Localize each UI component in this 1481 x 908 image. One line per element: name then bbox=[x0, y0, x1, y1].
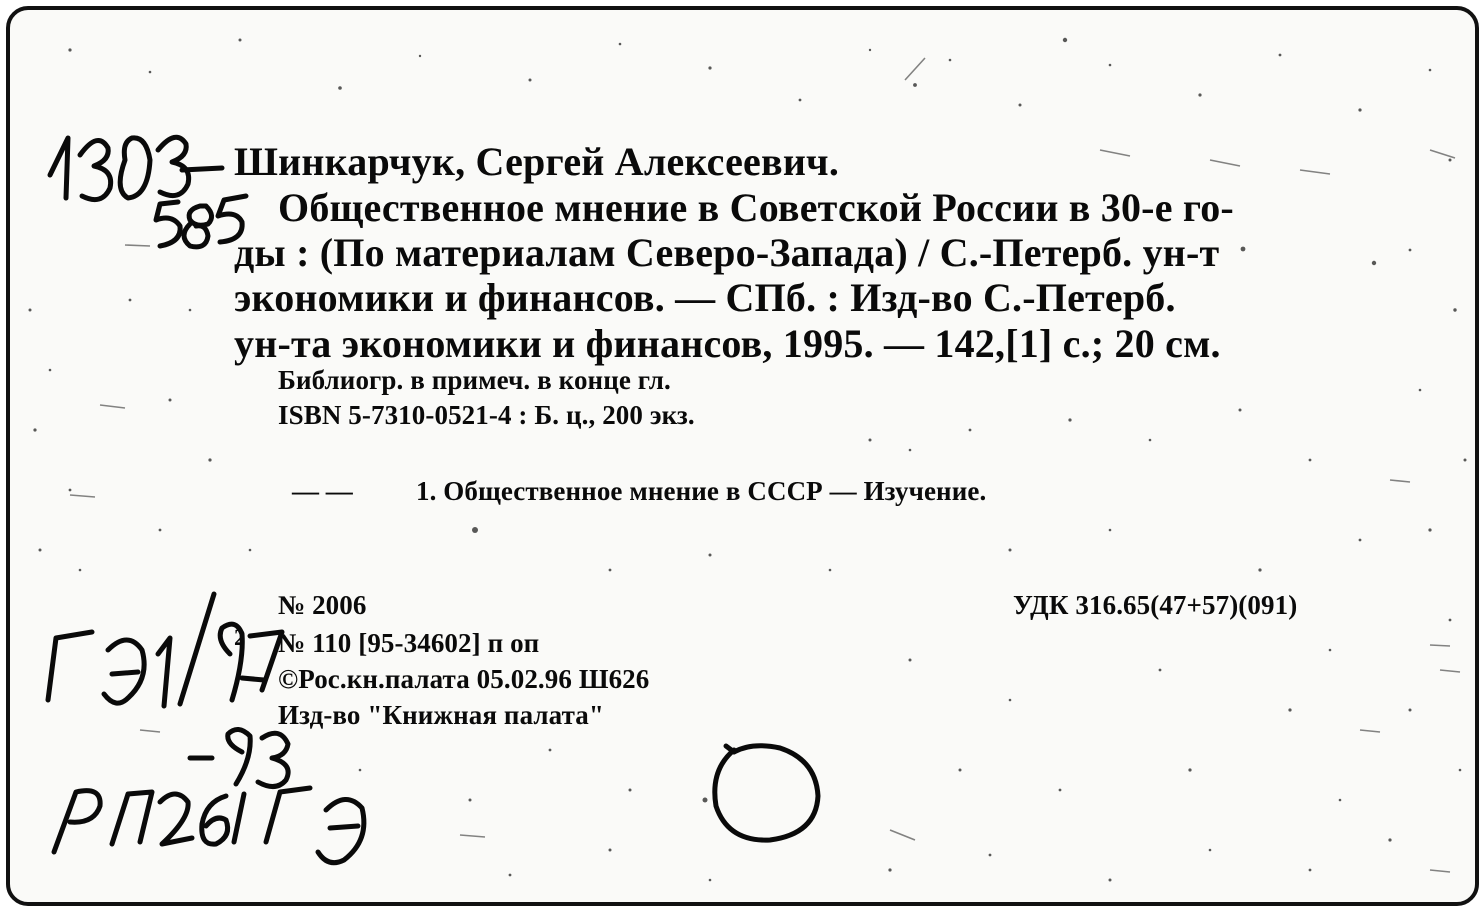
subject-heading: 1. Общественное мнение в СССР — Изучение. bbox=[416, 476, 987, 506]
catalog-card bbox=[6, 6, 1479, 906]
publisher-note: Изд-во "Книжная палата" bbox=[278, 700, 604, 730]
author-heading: Шинкарчук, Сергей Алексеевич. bbox=[234, 139, 840, 184]
copies-count: 2 bbox=[234, 625, 246, 650]
title-line-4: ун-та экономики и финансов, 1995. — 142,[1] с.; 20 см. bbox=[234, 321, 1221, 366]
subject-dashes: — — bbox=[292, 476, 353, 506]
title-line-3: экономики и финансов. — СПб. : Изд-во С.-Петерб. bbox=[234, 275, 1176, 320]
handwritten-annotations bbox=[10, 10, 1475, 902]
title-line-1: Общественное мнение в Советской России в 30-е го- bbox=[278, 185, 1234, 230]
udc-code: УДК 316.65(47+57)(091) bbox=[1013, 590, 1298, 620]
order-number: № 110 [95-34602] п оп bbox=[278, 628, 540, 658]
title-line-2: ды : (По материалам Северо-Запада) / С.-Петерб. ун-т bbox=[234, 230, 1220, 275]
copyright-line: ©Рос.кн.палата 05.02.96 Ш626 bbox=[278, 664, 650, 694]
bibliography-note: Библиогр. в примеч. в конце гл. bbox=[278, 365, 671, 395]
isbn-note: ISBN 5-7310-0521-4 : Б. ц., 200 экз. bbox=[278, 400, 695, 430]
record-number: № 2006 bbox=[278, 590, 367, 620]
